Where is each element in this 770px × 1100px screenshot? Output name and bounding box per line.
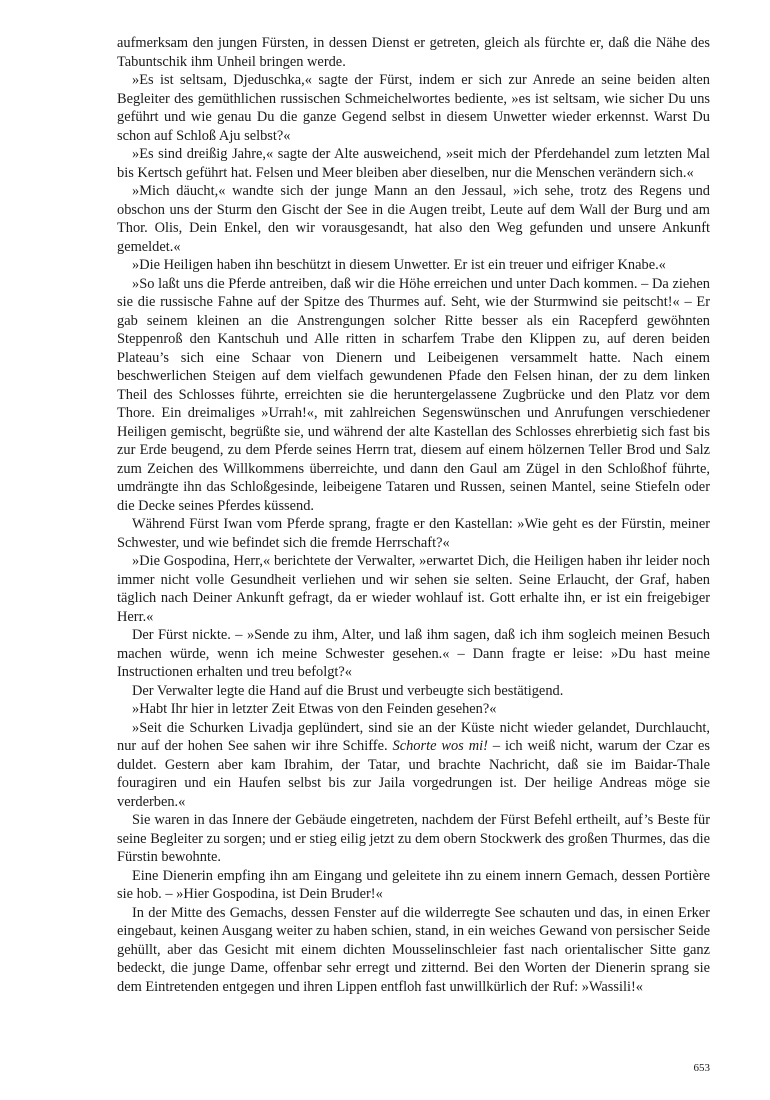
paragraph: »Mich däucht,« wandte sich der junge Mann an den Jessaul, »ich sehe, trotz des Regens und obschon uns der Sturm den Gischt der See in die Augen treibt, Leute auf dem Wall der Burg und am Thor. Olis, Dein Enkel, den wir vorausgesandt, hat also den Weg gefunden und unsere Ankunft gemeldet.«: [117, 183, 710, 255]
paragraph-continuation: aufmerksam den jungen Fürsten, in dessen Dienst er getreten, gleich als fürchte er, daß die Nähe des Tabuntschik ihm Unheil bringen werde.: [117, 35, 710, 70]
paragraph: »Es sind dreißig Jahre,« sagte der Alte ausweichend, »seit mich der Pferdehandel zum letzten Mal bis Kertsch geführt hat. Felsen und Meer bleiben aber dieselben, nur die Menschen verändern sich.«: [117, 146, 710, 181]
paragraph: »Habt Ihr hier in letzter Zeit Etwas von den Feinden gesehen?«: [132, 701, 497, 717]
paragraph-text: »Seit die Schurken Livadja geplündert, sind sie an der Küste nicht wieder gelandet, Durchlaucht, nur auf der hohen See sahen wir ihre Schiffe.: [117, 719, 710, 754]
paragraph: Eine Dienerin empfing ihn am Eingang und geleitete ihn zu einem innern Gemach, dessen Portière sie hob. – »Hier Gospodina, ist Dein Bruder!«: [117, 867, 710, 902]
paragraph: In der Mitte des Gemachs, dessen Fenster auf die wilderregte See schauten und das, in einen Erker eingebaut, keinen Ausgang weiter zu haben schien, stand, in ein weiches Gewand von persischer Seide gehüllt, aber das Gesicht mit einem dichten Mousselinschleier fast nach orientalischer Sitte ganz bedeckt, die junge Dame, offenbar sehr erregt und zitternd. Bei den Worten der Dienerin sprang sie dem Eintretenden entgegen und ihren Lippen entfloh fast unwillkürlich der Ruf: »Wassili!«: [117, 904, 710, 995]
paragraph: Sie waren in das Innere der Gebäude eingetreten, nachdem der Fürst Befehl ertheilt, auf’s Beste für seine Begleiter zu sorgen; und er stieg eilig jetzt zu dem obern Stockwerk des großen Thurmes, das die Fürstin bewohnte.: [117, 812, 710, 865]
page-body: [117, 34, 710, 996]
italic-phrase: Schorte wos mi!: [392, 738, 488, 754]
paragraph: Während Fürst Iwan vom Pferde sprang, fragte er den Kastellan: »Wie geht es der Fürstin, meiner Schwester, und wie befindet sich die fremde Herrschaft?«: [117, 516, 710, 551]
paragraph: »Es ist seltsam, Djeduschka,« sagte der Fürst, indem er sich zur Anrede an seine beiden alten Begleiter des gemüthlichen russischen Schmeichelwortes bediente, »es ist seltsam, wie sicher Du uns geführt und wie genau Du die ganze Gegend selbst in diesem Unwetter wieder erkennst. Warst Du schon auf Schloß Aju selbst?«: [117, 72, 710, 144]
paragraph: Der Fürst nickte. – »Sende zu ihm, Alter, und laß ihm sagen, daß ich ihm sogleich meinen Besuch machen würde, wenn ich meine Schwester gesehen.« – Dann fragte er leise: »Du hast meine Instructionen erhalten und treu befolgt?«: [117, 627, 710, 680]
paragraph: Der Verwalter legte die Hand auf die Brust und verbeugte sich bestätigend.: [132, 682, 564, 699]
paragraph: [117, 719, 710, 812]
paragraph-text: – ich weiß nicht, warum der Czar es duldet. Gestern aber kam Ibrahim, der Tatar, und brachte Nachricht, daß sie im Baidar-Thale fouragiren und ein Haufen selbst bis zur Jaila vorgedrungen ist. Der heilige Andreas möge sie verderben.«: [117, 738, 710, 810]
paragraph: »So laßt uns die Pferde antreiben, daß wir die Höhe erreichen und unter Dach kommen. – Da ziehen sie die russische Fahne auf der Spitze des Thurmes auf. Seht, wie der Sturmwind sie peitscht!« – Er gab seinem kleinen an die Anstrengungen solcher Ritte besser als ein Racepferd gewöhnten Steppenroß den Kantschuh und Alle ritten in scharfem Trabe den Klippen zu, auf deren beiden Plateau’s sich eine Schaar von Dienern und Leibeigenen versammelt hatte. Nach einem beschwerlichen Steigen auf dem vielfach gewundenen Pfade den Felsen hinan, der zu dem linken Theil des Schlosses führte, erreichten sie die heruntergelassene Zugbrücke und den Platz vor dem Thore. Ein dreimaliges »Urrah!«, mit zahlreichen Segenswünschen und Anrufungen verschiedener Heiligen gemischt, begrüßte sie, und während der alte Kastellan des Schlosses ehrerbietig sich fast bis zur Erde beugend, zu dem Pferde seines Herrn trat, diesem auf einem hölzernen Teller Brod und Salz zum Zeichen des Willkommens überreichte, und dann den Gaul am Zügel in den Schloßhof führte, umdrängte ihn das Schloßgesinde, leibeigene Tataren und Russen, seinen Mantel, seine Stiefeln oder die Decke seines Pferdes küssend.: [117, 275, 710, 514]
paragraph: »Die Heiligen haben ihn beschützt in diesem Unwetter. Er ist ein treuer und eifriger Knabe.«: [132, 257, 666, 273]
page-number: 653: [693, 1062, 710, 1074]
paragraph: »Die Gospodina, Herr,« berichtete der Verwalter, »erwartet Dich, die Heiligen haben ihr leider noch immer nicht volle Gesundheit verliehen und wir sehen sie selten. Seine Erlaucht, der Graf, haben täglich nach Deiner Ankunft gefragt, da er wieder wohlauf ist. Gott erhalte ihn, er ist ein freigebiger Herr.«: [117, 553, 710, 625]
